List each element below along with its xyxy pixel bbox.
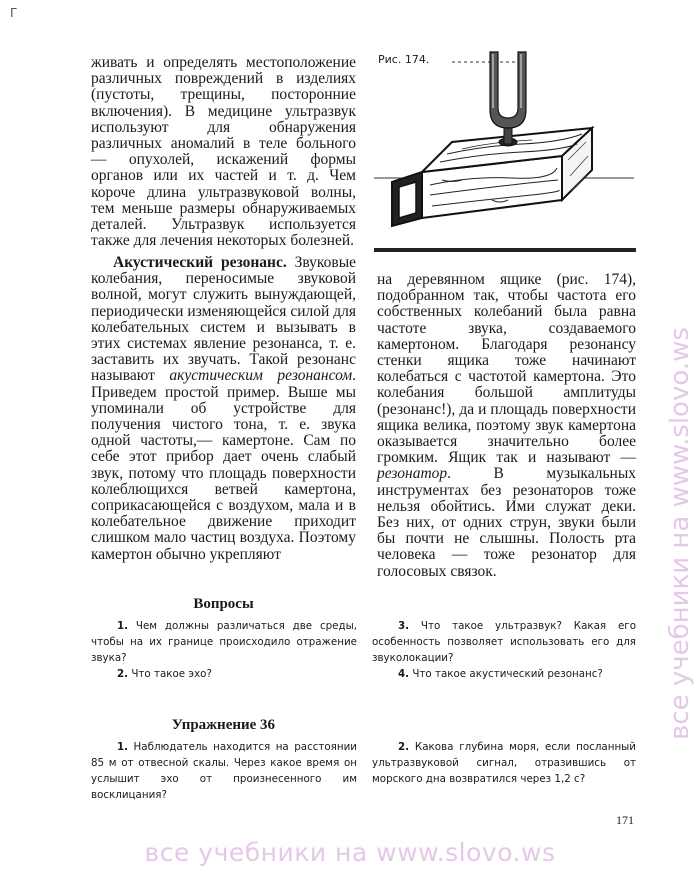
term-acoustic-resonance: акустическим резонансом: [169, 367, 353, 385]
tuning-fork-resonator-figure: [372, 50, 640, 262]
exercise-list-left: [91, 739, 357, 803]
page-number: 171: [616, 813, 634, 827]
question-number: 3.: [398, 620, 410, 632]
watermark-side: все учебники на www.slovo.ws: [665, 327, 695, 740]
question-number: 4.: [398, 668, 410, 680]
exercise-text: Наблюдатель находится на расстоянии 85 м от отвесной скалы. Через какое время он услышит эхо от произнесенного им восклицания?: [91, 741, 357, 801]
question-item: [91, 618, 357, 666]
questions-list-right: [372, 618, 636, 682]
question-item: [372, 666, 636, 682]
paragraph-text-part: на деревянном ящике (рис. 174), подобранном так, чтобы частота его собственных колебаний была равна частоте звука, создаваемого камертоном. Благодаря резонансу стенки ящика тоже начинают колебаться с частотой камертона. Это колебания большой амплитуды (резонанс!), да и площадь поверхности ящика велика, поэтому звук камертона оказывается значительно более громким. Ящик так и называют —: [377, 271, 636, 467]
paragraph-text-part: . Приведем простой пример. Выше мы упоминали об устройстве для получения чистого тона, т. е. звука одной частоты,— камертоне. Сам по себе этот прибор дает очень слабый звук, потому что площадь поверхности колеблющихся ветвей камертона, соприкасающейся с воздухом, мала и в колебательное движение приходит слишком мало частиц воздуха. Поэтому камертон обычно укрепляют: [91, 367, 356, 563]
question-text: Что такое ультразвук? Какая его особенность позволяет использовать его для звуколокации?: [372, 620, 636, 664]
question-text: Чем должны различаться две среды, чтобы на их границе происходило отражение звука?: [91, 620, 357, 664]
question-number: 1.: [117, 620, 129, 632]
exercise-number: 1.: [117, 741, 129, 753]
paragraph-acoustic-resonance: [91, 255, 356, 563]
exercise-number: 2.: [398, 741, 410, 753]
questions-heading: Вопросы: [193, 596, 254, 612]
exercise-list-right: [372, 739, 636, 787]
paragraph-text-part: . В музыкальных инструментах без резонаторов тоже нельзя обойтись. Ими служат деки. Без них, от одних струн, звуки были бы почти не слышны. Полость рта человека — тоже резонатор для голосовых связок.: [377, 465, 636, 580]
question-item: [91, 666, 357, 682]
body-text-left-top: [91, 55, 356, 249]
term-resonator: резонатор: [377, 465, 448, 483]
question-item: [372, 618, 636, 666]
exercise-item: [91, 739, 357, 803]
exercise-item: [372, 739, 636, 787]
question-text: Что такое акустический резонанс?: [409, 668, 603, 680]
scan-corner-mark: Г: [10, 6, 18, 20]
question-number: 2.: [117, 668, 129, 680]
questions-list-left: [91, 618, 357, 682]
paragraph-ultrasound: живать и определять местоположение различных повреждений в изделиях (пустоты, трещины, посторонние включения). В медицине ультразвук используют для обнаружения различных аномалий в теле больного — опухолей, искажений формы органов или их частей и т. д. Чем короче длина ультразвуковой волны, тем меньше размеры обнаруживаемых деталей. Ультразвук используется также для лечения некоторых болезней.: [91, 54, 356, 250]
section-title-acoustic-resonance: Акустический резонанс.: [113, 254, 287, 271]
body-text-right: [377, 272, 636, 580]
exercise-text: Какова глубина моря, если посланный ультразвуковой сигнал, отразившись от морского дна возвратился через 1,2 с?: [372, 741, 636, 785]
watermark-bottom: все учебники на www.slovo.ws: [144, 838, 556, 867]
paragraph-resonator: [377, 272, 636, 580]
paragraph-text-part: Звуковые колебания, переносимые звуковой волной, могут служить вынуждающей, периодически изменяющейся силой для колебательных систем и вызывать в этих системах явление резонанса, т. е. заставить их звучать. Такой резонанс называют: [91, 254, 356, 385]
body-text-left-bottom: [91, 255, 356, 563]
question-text: Что такое эхо?: [128, 668, 212, 680]
figure-label: Рис. 174.: [378, 53, 430, 66]
exercise-heading: Упражнение 36: [171, 717, 276, 733]
